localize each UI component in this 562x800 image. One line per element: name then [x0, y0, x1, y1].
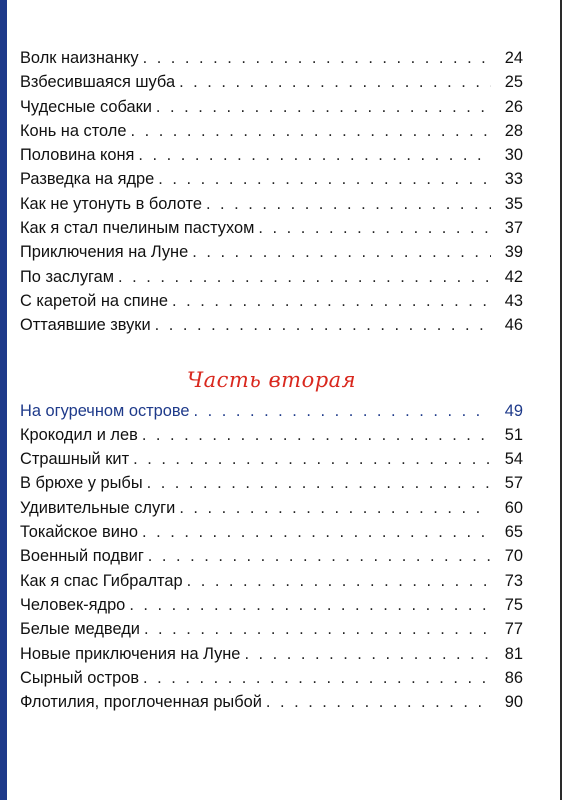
dot-leader [134, 143, 491, 167]
toc-title: Как не утонуть в болоте [20, 194, 202, 213]
toc-entry[interactable] [20, 617, 523, 641]
dot-leader [114, 265, 491, 289]
toc-page-number: 30 [504, 146, 523, 165]
dot-leader [154, 167, 491, 191]
toc-title: Конь на столе [20, 121, 127, 140]
dot-leader [175, 496, 491, 520]
toc-entry[interactable] [20, 95, 523, 119]
toc-page-number: 39 [504, 243, 523, 262]
section-heading: Часть вторая [186, 367, 357, 392]
toc-page-number: 42 [504, 267, 523, 286]
toc-entry[interactable] [20, 167, 523, 191]
toc-page-number: 86 [504, 668, 523, 687]
toc-title: Разведка на ядре [20, 170, 155, 189]
dot-leader [144, 544, 491, 568]
toc-title: Военный подвиг [20, 547, 144, 566]
toc-entry[interactable] [20, 544, 523, 568]
toc-page-number: 26 [504, 97, 523, 116]
toc-title: Чудесные собаки [20, 97, 152, 116]
toc-page-number: 37 [504, 219, 523, 238]
toc-page-number: 24 [504, 49, 523, 67]
toc-title: Как я стал пчелиным пастухом [20, 219, 255, 238]
toc-title: Удивительные слуги [20, 498, 176, 517]
toc-entry[interactable] [20, 496, 523, 520]
toc-title: Волк наизнанку [20, 49, 139, 67]
toc-title: Взбесившаяся шуба [20, 73, 176, 92]
toc-entry[interactable] [20, 216, 523, 240]
dot-leader [143, 471, 491, 495]
table-of-contents [20, 46, 523, 714]
dot-leader [139, 46, 491, 70]
dot-leader [152, 95, 491, 119]
toc-entry[interactable] [20, 46, 523, 70]
dot-leader [139, 666, 491, 690]
toc-page-number: 33 [504, 170, 523, 189]
toc-entry[interactable] [20, 642, 523, 666]
toc-title: Как я спас Гибралтар [20, 571, 183, 590]
dot-leader [202, 192, 491, 216]
toc-entry[interactable] [20, 423, 523, 447]
dot-leader [240, 642, 491, 666]
toc-page-number: 65 [504, 523, 523, 542]
toc-page-number: 51 [504, 425, 523, 444]
dot-leader [140, 617, 491, 641]
toc-entry[interactable] [20, 240, 523, 264]
toc-page-number: 28 [504, 121, 523, 140]
toc-entry[interactable] [20, 265, 523, 289]
dot-leader [126, 119, 491, 143]
toc-entry[interactable] [20, 192, 523, 216]
toc-entry[interactable] [20, 690, 523, 714]
dot-leader [262, 690, 491, 714]
part2-list [20, 399, 523, 715]
toc-title: Крокодил и лев [20, 425, 138, 444]
toc-entry[interactable] [20, 593, 523, 617]
dot-leader [183, 569, 491, 593]
toc-entry-highlighted[interactable] [20, 399, 523, 423]
toc-entry[interactable] [20, 666, 523, 690]
toc-page-number: 57 [504, 474, 523, 493]
toc-title: Страшный кит [20, 450, 130, 469]
toc-entry[interactable] [20, 313, 523, 337]
toc-page-number: 49 [504, 401, 523, 420]
toc-title: Оттаявшие звуки [20, 316, 151, 335]
toc-page-number: 46 [504, 316, 523, 335]
toc-entry[interactable] [20, 569, 523, 593]
toc-page-number: 54 [504, 450, 523, 469]
toc-page-number: 60 [504, 498, 523, 517]
dot-leader [125, 593, 491, 617]
toc-title: По заслугам [20, 267, 115, 286]
part1-list [20, 46, 523, 338]
toc-title: Белые медведи [20, 620, 140, 639]
toc-page-number: 70 [504, 547, 523, 566]
dot-leader [254, 216, 491, 240]
dot-leader [129, 447, 491, 471]
toc-title: В брюхе у рыбы [20, 474, 143, 493]
toc-page-number: 35 [504, 194, 523, 213]
toc-entry[interactable] [20, 520, 523, 544]
toc-entry[interactable] [20, 119, 523, 143]
toc-entry[interactable] [20, 471, 523, 495]
toc-page-number: 25 [504, 73, 523, 92]
dot-leader [138, 520, 491, 544]
dot-leader [151, 313, 491, 337]
toc-entry[interactable] [20, 70, 523, 94]
toc-title: Половина коня [20, 146, 135, 165]
toc-page-number: 73 [504, 571, 523, 590]
toc-page-number: 90 [504, 693, 523, 712]
toc-title: На огуречном острове [20, 401, 190, 420]
toc-title: Новые приключения на Луне [20, 644, 241, 663]
toc-title: Человек-ядро [20, 595, 126, 614]
toc-title: Токайское вино [20, 523, 139, 542]
toc-page-number: 81 [504, 644, 523, 663]
dot-leader [168, 289, 491, 313]
toc-page-number: 77 [504, 620, 523, 639]
toc-title: С каретой на спине [20, 291, 168, 310]
dot-leader [190, 399, 491, 423]
toc-page-number: 75 [504, 595, 523, 614]
toc-page-number: 43 [504, 291, 523, 310]
toc-title: Флотилия, проглоченная рыбой [20, 693, 262, 712]
page-frame-left [0, 0, 7, 800]
toc-entry[interactable] [20, 143, 523, 167]
dot-leader [188, 240, 491, 264]
dot-leader [138, 423, 491, 447]
toc-title: Приключения на Луне [20, 243, 189, 262]
toc-title: Сырный остров [20, 668, 140, 687]
toc-entry[interactable] [20, 447, 523, 471]
toc-entry[interactable] [20, 289, 523, 313]
dot-leader [175, 70, 491, 94]
